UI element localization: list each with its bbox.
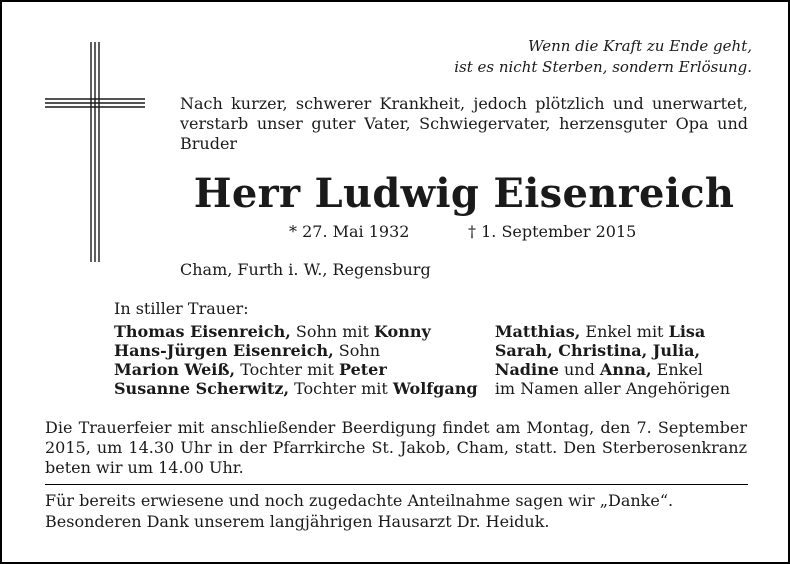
motto-line: Wenn die Kraft zu Ende geht, — [528, 37, 752, 55]
mourner-partner: Peter — [338, 360, 387, 379]
mourners-block — [114, 299, 754, 398]
mourner-relation: Sohn — [333, 341, 380, 360]
mourner-name: Hans-Jürgen Eisenreich, — [114, 341, 334, 360]
mourner-line — [114, 341, 495, 360]
mourner-name: Nadine — [494, 360, 559, 379]
mourner-line — [114, 379, 495, 398]
mourner-name: Thomas Eisenreich, — [114, 322, 291, 341]
mourner-name: Sarah, Christina, Julia, — [494, 341, 701, 360]
intro-text: Nach kurzer, schwerer Krankheit, jedoch plötzlich und unerwartet, verstarb unser guter Vater, Schwiegervater, herzensguter Opa und Bruder — [180, 94, 748, 153]
mourner-partner: Anna, — [599, 360, 652, 379]
mourner-partner: Wolfgang — [392, 379, 478, 398]
mourning-heading: In stiller Trauer: — [114, 299, 249, 318]
mourner-relation: Tochter mit — [289, 379, 393, 398]
mourner-line — [495, 379, 754, 398]
cross-icon — [45, 42, 145, 262]
mourner-name: Matthias, — [494, 322, 581, 341]
mourner-line — [114, 360, 495, 379]
funeral-service-text: Die Trauerfeier mit anschließender Beerdigung findet am Montag, den 7. September 2015, um 14.30 Uhr in der Pfarrkirche St. Jakob, Cham, statt. Den Sterberosenkranz beten wir um 14.00 Uhr. — [45, 418, 747, 477]
mourner-relation: Tochter mit — [235, 360, 339, 379]
death-date: † 1. September 2015 — [468, 222, 637, 241]
mourner-name: Marion Weiß, — [114, 360, 236, 379]
divider — [45, 484, 748, 485]
mourner-line — [495, 341, 754, 360]
thanks-line: Für bereits erwiesene und noch zugedachte Anteilnahme sagen wir „Danke“. — [45, 491, 674, 510]
thanks-block — [45, 490, 747, 532]
mourner-line — [495, 360, 754, 379]
mourner-partner: Lisa — [668, 322, 706, 341]
deceased-name: Herr Ludwig Eisenreich — [193, 170, 735, 217]
motto — [422, 36, 752, 78]
mourners-left-column — [114, 322, 495, 398]
mourner-relation: Sohn mit — [290, 322, 374, 341]
mourner-line — [114, 322, 495, 341]
thanks-line: Besonderen Dank unserem langjährigen Hausarzt Dr. Heiduk. — [45, 512, 550, 531]
mourner-name: Susanne Scherwitz, — [114, 379, 290, 398]
places: Cham, Furth i. W., Regensburg — [180, 260, 431, 279]
mourner-partner: Konny — [374, 322, 431, 341]
birth-date: * 27. Mai 1932 — [289, 222, 410, 241]
mourners-right-column — [495, 322, 754, 398]
mourner-relation: Enkel mit — [580, 322, 669, 341]
mourner-relation: Enkel — [651, 360, 703, 379]
mourner-relation: und — [558, 360, 600, 379]
mourner-relation: im Namen aller Angehörigen — [494, 379, 731, 398]
motto-line: ist es nicht Sterben, sondern Erlösung. — [454, 58, 752, 76]
mourner-line — [495, 322, 754, 341]
